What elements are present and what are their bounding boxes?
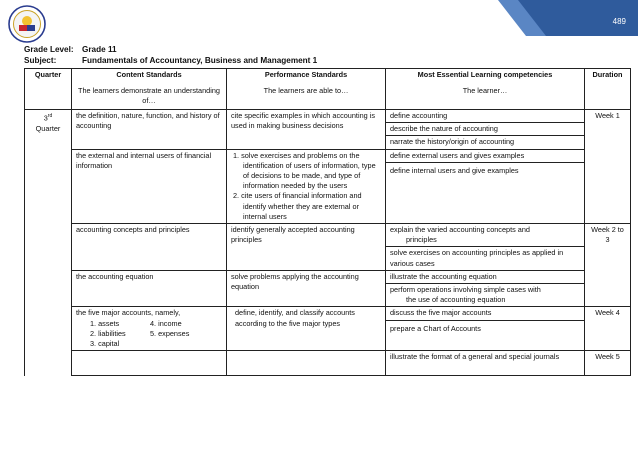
mel-cell [386, 307, 585, 351]
content-standard: accounting concepts and principles [72, 224, 227, 271]
page-number: 489 [612, 17, 626, 26]
mel-item: illustrate the accounting equation [386, 271, 584, 284]
mel-item: define external users and gives examples [386, 150, 584, 163]
list-item: 2. liabilities [90, 328, 126, 338]
mel-cell [386, 110, 585, 150]
duration-cell: Week 4 [585, 307, 631, 351]
deped-seal-logo [8, 5, 46, 43]
content-standard: the definition, nature, function, and history of accounting [72, 110, 227, 150]
list-item: 5. expenses [150, 328, 190, 338]
performance-standard: cite specific examples in which accounting is used in making business decisions [227, 110, 386, 150]
performance-standard: identify generally accepted accounting principles [227, 224, 386, 271]
col-content-standards: Content Standards [72, 69, 227, 83]
duration-cell: Week 2 to 3 [585, 224, 631, 271]
table-row [25, 110, 631, 150]
performance-standard: define, identify, and classify accounts according to the five major types [227, 307, 386, 351]
document-header [24, 44, 317, 66]
subject-value: Fundamentals of Accountancy, Business and Management 1 [82, 56, 318, 65]
subheader-row [25, 82, 631, 110]
header-row [25, 69, 631, 83]
mel-item: prepare a Chart of Accounts [390, 323, 481, 333]
mel-cell [386, 224, 585, 271]
mel-item: describe the nature of accounting [386, 123, 584, 136]
mel-item: narrate the history/origin of accounting [390, 137, 515, 147]
content-standard: the accounting equation [72, 270, 227, 307]
mel-item: define internal users and give examples [390, 165, 519, 175]
mel-item: discuss the five major accounts [386, 307, 584, 320]
performance-standard: solve problems applying the accounting equation [227, 270, 386, 307]
duration-cell: Week 5 [585, 351, 631, 376]
table-row [25, 307, 631, 351]
table-row [25, 351, 631, 376]
col-duration: Duration [585, 69, 631, 83]
mel-item: explain the varied accounting concepts and principles [386, 224, 584, 247]
curriculum-table [24, 68, 631, 376]
grade-value: Grade 11 [82, 45, 117, 54]
mel-cell: illustrate the format of a general and special journals [386, 351, 585, 376]
performance-subheader: The learners are able to… [227, 82, 386, 110]
performance-standard: 1. solve exercises and problems on the identification of users of information, type of decisions to be made, and type of information needed by the users 2. cite users of financial information and identify whether they are external or internal users [227, 149, 386, 223]
mel-item: solve exercises on accounting principles as applied in various cases [390, 248, 564, 268]
accounts-list [76, 319, 222, 350]
list-item: 1. assets [90, 318, 120, 328]
quarter-cell: 3rd Quarter [25, 110, 72, 376]
list-item: 3. capital [90, 339, 120, 349]
mel-item: perform operations involving simple cases with the use of accounting equation [390, 285, 541, 305]
list-item: 4. income [150, 318, 182, 328]
col-mel: Most Essential Learning competencies [386, 69, 585, 83]
content-standard: the external and internal users of financial information [72, 149, 227, 223]
content-subheader: The learners demonstrate an understanding of… [72, 82, 227, 110]
subject-label: Subject: [24, 56, 57, 65]
duration-cell: Week 1 [585, 110, 631, 150]
mel-cell [386, 149, 585, 223]
table-row [25, 224, 631, 271]
mel-item: define accounting [386, 110, 584, 123]
col-performance-standards: Performance Standards [227, 69, 386, 83]
grade-label: Grade Level: [24, 45, 74, 54]
mel-subheader: The learner… [386, 82, 585, 110]
col-quarter: Quarter [25, 69, 72, 83]
content-standard: the five major accounts, namely, 1. assets 4. income 2. liabilities 5. expenses 3. capital [72, 307, 227, 351]
table-row [25, 149, 631, 223]
table-row [25, 270, 631, 307]
mel-cell [386, 270, 585, 307]
